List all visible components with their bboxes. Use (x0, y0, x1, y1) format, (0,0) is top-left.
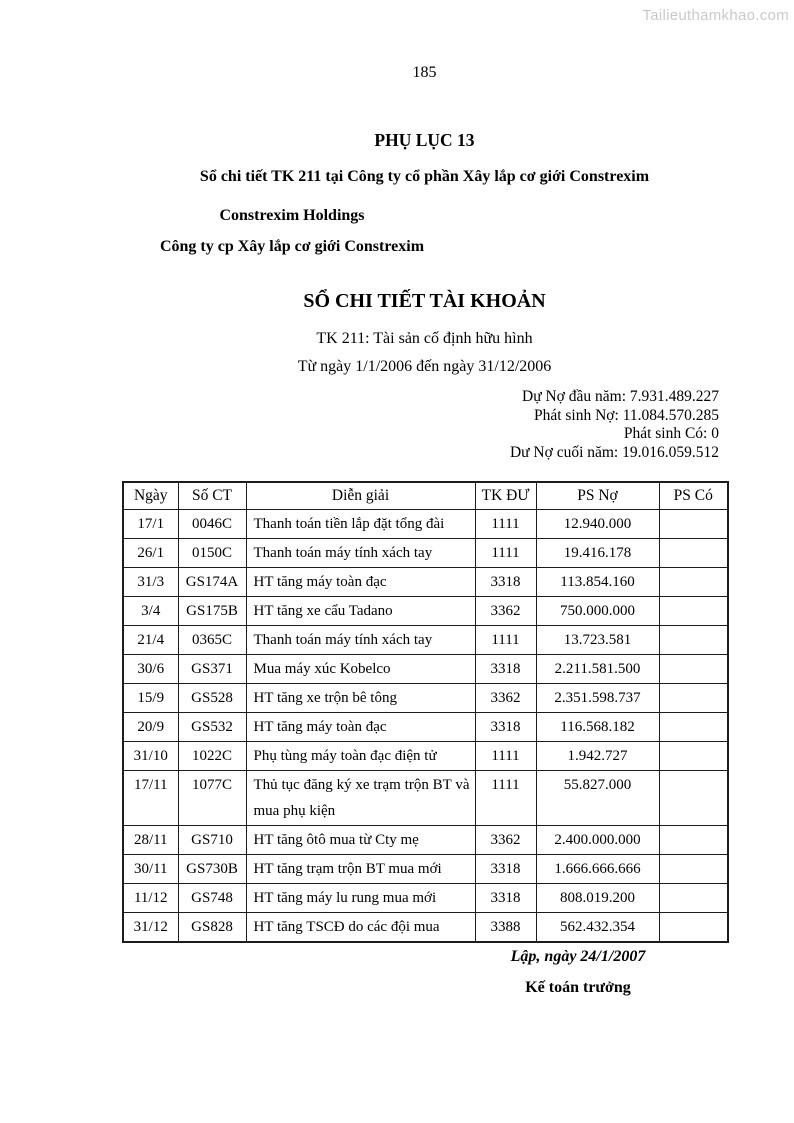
cell-doc: GS371 (178, 655, 246, 684)
cell-ps_co (659, 855, 728, 884)
cell-ps_co (659, 626, 728, 655)
ledger-table-body (123, 510, 728, 943)
header-date: Ngày (123, 482, 178, 510)
appendix-subtitle: Sổ chi tiết TK 211 tại Công ty cổ phần Xây lắp cơ giới Constrexim (199, 168, 650, 185)
cell-ps_no: 1.666.666.666 (536, 855, 659, 884)
cell-ps_co (659, 539, 728, 568)
cell-tk: 1111 (475, 626, 536, 655)
cell-ps_co (659, 826, 728, 855)
cell-date: 31/12 (123, 913, 178, 943)
cell-date: 30/11 (123, 855, 178, 884)
table-row (123, 626, 728, 655)
table-row (123, 684, 728, 713)
header-counter-account: TK ĐƯ (475, 482, 536, 510)
cell-date: 17/11 (123, 771, 178, 826)
table-row (123, 742, 728, 771)
cell-date: 20/9 (123, 713, 178, 742)
table-row (123, 884, 728, 913)
cell-doc: 0150C (178, 539, 246, 568)
cell-date: 17/1 (123, 510, 178, 539)
page-content (122, 0, 727, 1123)
table-row (123, 826, 728, 855)
cell-doc: GS174A (178, 568, 246, 597)
cell-tk: 1111 (475, 539, 536, 568)
ledger-period: Từ ngày 1/1/2006 đến ngày 31/12/2006 (297, 358, 552, 375)
balance-summary (510, 388, 719, 462)
cell-desc: Mua máy xúc Kobelco (246, 655, 475, 684)
cell-desc: HT tăng trạm trộn BT mua mới (246, 855, 475, 884)
page-number: 185 (412, 64, 437, 81)
cell-desc: HT tăng máy toàn đạc (246, 568, 475, 597)
closing-debit-balance: Dư Nợ cuối năm: 19.016.059.512 (509, 443, 719, 461)
cell-date: 3/4 (123, 597, 178, 626)
cell-desc: Phụ tùng máy toàn đạc điện tử (246, 742, 475, 771)
cell-ps_co (659, 510, 728, 539)
cell-tk: 1111 (475, 771, 536, 826)
company-subsidiary: Công ty cp Xây lắp cơ giới Constrexim (159, 238, 425, 255)
cell-doc: GS748 (178, 884, 246, 913)
cell-ps_no: 750.000.000 (536, 597, 659, 626)
cell-tk: 3362 (475, 684, 536, 713)
cell-ps_no: 12.940.000 (536, 510, 659, 539)
prepared-date-line: Lập, ngày 24/1/2007 (510, 948, 646, 965)
ledger-title: SỔ CHI TIẾT TÀI KHOẢN (303, 290, 546, 312)
cell-tk: 1111 (475, 742, 536, 771)
cell-desc: HT tăng ôtô mua từ Cty mẹ (246, 826, 475, 855)
cell-ps_no: 808.019.200 (536, 884, 659, 913)
cell-ps_no: 116.568.182 (536, 713, 659, 742)
cell-ps_co (659, 568, 728, 597)
cell-ps_co (659, 597, 728, 626)
cell-doc: GS828 (178, 913, 246, 943)
cell-date: 26/1 (123, 539, 178, 568)
cell-desc: Thanh toán tiền lắp đặt tổng đài (246, 510, 475, 539)
credit-movement: Phát sinh Có: 0 (623, 425, 719, 442)
cell-ps_co (659, 913, 728, 943)
cell-desc: HT tăng xe trộn bê tông (246, 684, 475, 713)
cell-desc: Thanh toán máy tính xách tay (246, 626, 475, 655)
cell-ps_no: 2.400.000.000 (536, 826, 659, 855)
cell-doc: GS528 (178, 684, 246, 713)
cell-desc: Thanh toán máy tính xách tay (246, 539, 475, 568)
debit-movement: Phát sinh Nợ: 11.084.570.285 (533, 406, 719, 424)
cell-ps_no: 1.942.727 (536, 742, 659, 771)
opening-debit-balance: Dự Nợ đầu năm: 7.931.489.227 (522, 388, 719, 405)
cell-doc: 1077C (178, 771, 246, 826)
table-row (123, 597, 728, 626)
signer-title: Kế toán trưởng (525, 979, 631, 996)
ledger-account: TK 211: Tài sản cố định hữu hình (316, 330, 533, 347)
ledger-table-header (123, 482, 728, 510)
cell-date: 28/11 (123, 826, 178, 855)
cell-date: 30/6 (123, 655, 178, 684)
cell-tk: 3318 (475, 855, 536, 884)
cell-doc: GS730B (178, 855, 246, 884)
header-debit-amount: PS Nợ (536, 482, 659, 510)
cell-desc: HT tăng máy lu rung mua mới (246, 884, 475, 913)
cell-doc: GS710 (178, 826, 246, 855)
cell-doc: GS532 (178, 713, 246, 742)
cell-desc: HT tăng TSCĐ do các đội mua (246, 913, 475, 943)
cell-tk: 3318 (475, 568, 536, 597)
cell-tk: 3318 (475, 713, 536, 742)
ledger-table (122, 481, 729, 943)
cell-ps_co (659, 771, 728, 826)
cell-ps_co (659, 655, 728, 684)
company-name: Constrexim Holdings (219, 207, 365, 224)
header-row (123, 482, 728, 510)
cell-date: 11/12 (123, 884, 178, 913)
table-row (123, 539, 728, 568)
header-credit-amount: PS Có (659, 482, 728, 510)
table-row (123, 713, 728, 742)
cell-ps_no: 19.416.178 (536, 539, 659, 568)
cell-date: 31/10 (123, 742, 178, 771)
cell-ps_co (659, 884, 728, 913)
company-block (122, 207, 462, 256)
cell-tk: 3362 (475, 826, 536, 855)
cell-desc: Thủ tục đăng ký xe trạm trộn BT và mua phụ kiện (246, 771, 475, 826)
cell-tk: 1111 (475, 510, 536, 539)
cell-doc: 0365C (178, 626, 246, 655)
table-row (123, 568, 728, 597)
cell-ps_no: 55.827.000 (536, 771, 659, 826)
table-row (123, 510, 728, 539)
table-row (123, 855, 728, 884)
appendix-title: PHỤ LỤC 13 (374, 130, 475, 150)
cell-ps_no: 13.723.581 (536, 626, 659, 655)
cell-doc: 0046C (178, 510, 246, 539)
cell-tk: 3318 (475, 655, 536, 684)
header-doc-number: Số CT (178, 482, 246, 510)
cell-ps_no: 2.211.581.500 (536, 655, 659, 684)
cell-ps_no: 562.432.354 (536, 913, 659, 943)
signature-block (428, 948, 728, 997)
cell-ps_no: 2.351.598.737 (536, 684, 659, 713)
cell-date: 31/3 (123, 568, 178, 597)
cell-tk: 3318 (475, 884, 536, 913)
table-row (123, 771, 728, 826)
cell-date: 15/9 (123, 684, 178, 713)
cell-desc: HT tăng máy toàn đạc (246, 713, 475, 742)
cell-tk: 3388 (475, 913, 536, 943)
cell-tk: 3362 (475, 597, 536, 626)
table-row (123, 655, 728, 684)
cell-date: 21/4 (123, 626, 178, 655)
cell-desc: HT tăng xe cẩu Tadano (246, 597, 475, 626)
watermark: Tailieuthamkhao.com (642, 7, 789, 24)
table-row (123, 913, 728, 943)
header-description: Diễn giải (246, 482, 475, 510)
cell-ps_co (659, 742, 728, 771)
cell-doc: 1022C (178, 742, 246, 771)
cell-ps_co (659, 713, 728, 742)
cell-doc: GS175B (178, 597, 246, 626)
cell-ps_no: 113.854.160 (536, 568, 659, 597)
cell-ps_co (659, 684, 728, 713)
